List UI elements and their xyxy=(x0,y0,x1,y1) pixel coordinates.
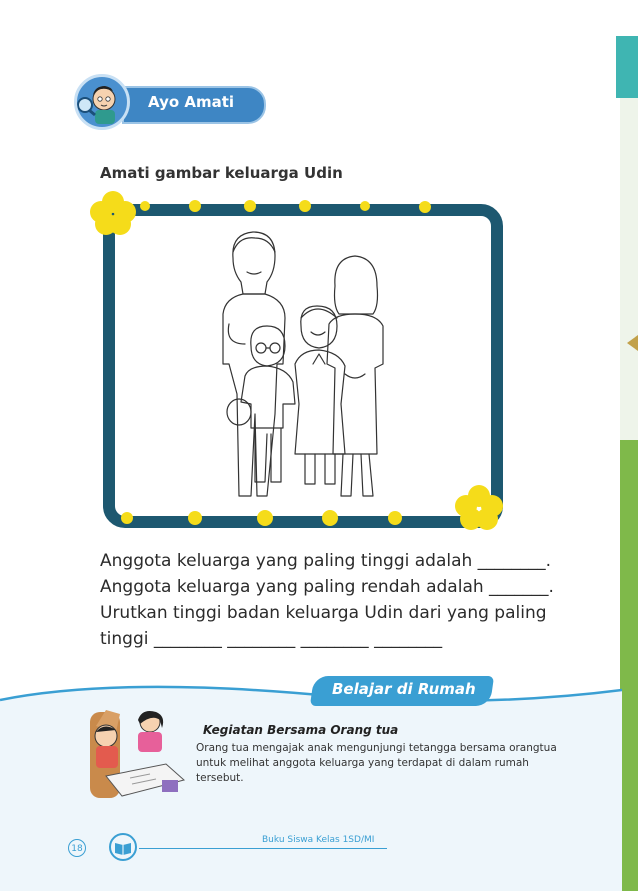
question-shortest: Anggota keluarga yang paling rendah adalah _______. xyxy=(100,577,554,597)
question-order-continued: tinggi ________ ________ ________ ________ xyxy=(100,629,443,649)
footer-book-title: Buku Siswa Kelas 1SD/MI xyxy=(262,835,375,845)
kids-studying-icon xyxy=(76,706,191,802)
family-drawing-icon xyxy=(205,214,405,506)
footer-line xyxy=(139,848,387,849)
activity-title: Kegiatan Bersama Orang tua xyxy=(203,723,399,737)
page-number: 18 xyxy=(68,839,86,857)
section-badge-label: Ayo Amati xyxy=(148,93,235,111)
book-icon xyxy=(109,833,137,861)
activity-description: Orang tua mengajak anak mengunjungi tetangga bersama orangtua untuk melihat anggota keluarga yang terdapat di dalam rumah tersebut. xyxy=(196,742,557,784)
question-order: Urutkan tinggi badan keluarga Udin dari yang paling xyxy=(100,603,547,623)
home-title: Belajar di Rumah xyxy=(332,680,476,698)
instruction-text: Amati gambar keluarga Udin xyxy=(100,164,343,182)
question-tallest: Anggota keluarga yang paling tinggi adalah ________. xyxy=(100,551,552,571)
